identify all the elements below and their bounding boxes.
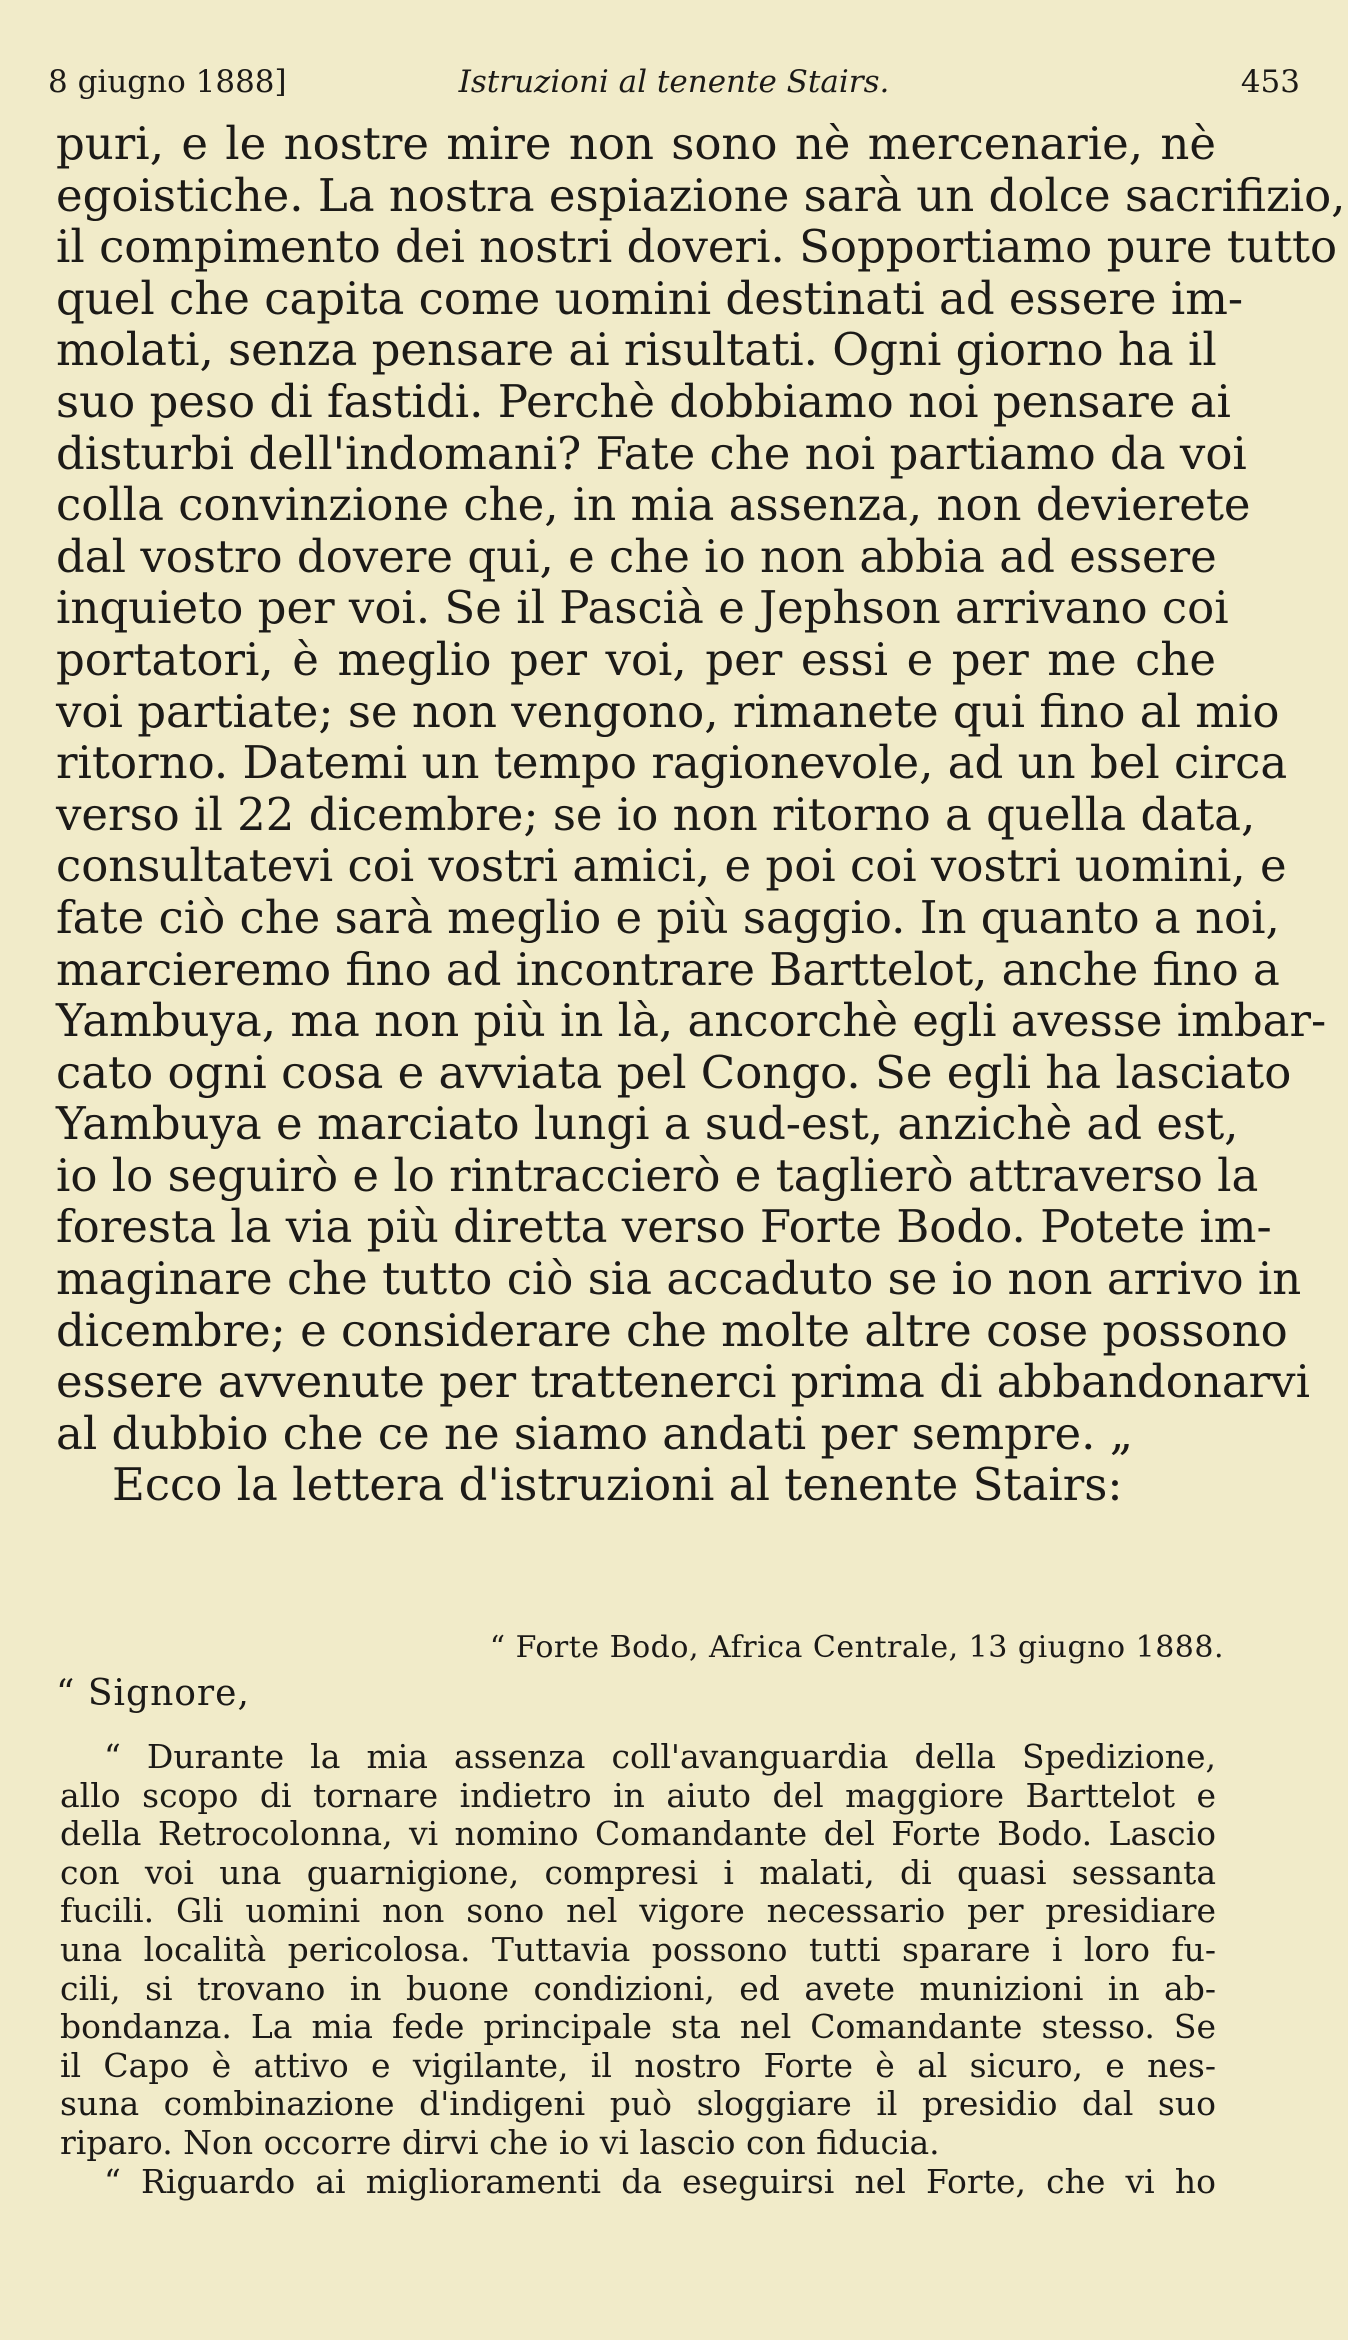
header-title: Istruzioni al tenente Stairs. bbox=[458, 64, 890, 100]
running-header bbox=[48, 58, 1300, 106]
letter-line: con voi una guarnigione, compresi i malati, di quasi sessanta bbox=[60, 1852, 1216, 1892]
text-line: inquieto per voi. Se il Pascià e Jephson arrivano coi bbox=[56, 581, 1229, 635]
letter-line: suna combinazione d'indigeni può sloggiare il presidio dal suo bbox=[60, 2084, 1216, 2124]
text-line: molati, senza pensare ai risultati. Ogni giorno ha il bbox=[56, 323, 1217, 377]
text-line: egoistiche. La nostra espiazione sarà un dolce sacrifizio, bbox=[56, 168, 1346, 222]
text-line: cato ogni cosa e avviata pel Congo. Se egli ha lasciato bbox=[56, 1045, 1292, 1099]
page-number: 453 bbox=[1240, 64, 1300, 100]
letter-line: bondanza. La mia fede principale sta nel Comandante stesso. Se bbox=[60, 2007, 1216, 2047]
letter-line: cili, si trovano in buone condizioni, ed avete munizioni in ab- bbox=[60, 1968, 1216, 2008]
text-line: fate ciò che sarà meglio e più saggio. In quanto a noi, bbox=[56, 890, 1280, 944]
letter-line: fucili. Gli uomini non sono nel vigore necessario per presidiare bbox=[60, 1891, 1216, 1931]
text-line: il compimento dei nostri doveri. Sopportiamo pure tutto bbox=[56, 220, 1338, 274]
text-line: suo peso di fastidi. Perchè dobbiamo noi pensare ai bbox=[56, 374, 1231, 428]
text-line: voi partiate; se non vengono, rimanete qui fino al mio bbox=[56, 684, 1280, 738]
letter-dateline: “ Forte Bodo, Africa Centrale, 13 giugno 1888. bbox=[489, 1630, 1224, 1665]
text-line: disturbi dell'indomani? Fate che noi partiamo da voi bbox=[56, 426, 1247, 480]
text-line: dicembre; e considerare che molte altre cose possono bbox=[56, 1303, 1288, 1357]
text-line: portatori, è meglio per voi, per essi e per me che bbox=[56, 632, 1216, 686]
text-line: foresta la via più diretta verso Forte Bodo. Potete im- bbox=[56, 1200, 1272, 1254]
letter-salutation: “ Signore, bbox=[56, 1673, 250, 1714]
text-line: io lo seguirò e lo rintraccierò e taglierò attraverso la bbox=[56, 1148, 1259, 1202]
main-text bbox=[56, 117, 1346, 1512]
text-line: Yambuya e marciato lungi a sud-est, anzichè ad est, bbox=[56, 1097, 1239, 1151]
text-line: consultatevi coi vostri amici, e poi coi vostri uomini, e bbox=[56, 839, 1287, 893]
letter-line: “ Riguardo ai miglioramenti da eseguirsi nel Forte, che vi ho bbox=[104, 2161, 1216, 2201]
letter-text bbox=[60, 1738, 1216, 2201]
letter-line: il Capo è attivo e vigilante, il nostro Forte è al sicuro, e nes- bbox=[60, 2045, 1216, 2085]
letter-line: riparo. Non occorre dirvi che io vi lascio con fiducia. bbox=[60, 2122, 940, 2162]
text-line: essere avvenute per trattenerci prima di abbandonarvi bbox=[56, 1355, 1310, 1409]
text-line: marcieremo fino ad incontrare Barttelot, anche fino a bbox=[56, 942, 1280, 996]
text-line: Ecco la lettera d'istruzioni al tenente Stairs: bbox=[112, 1458, 1123, 1512]
text-line: colla convinzione che, in mia assenza, non devierete bbox=[56, 478, 1251, 532]
letter-line: allo scopo di tornare indietro in aiuto del maggiore Barttelot e bbox=[60, 1775, 1216, 1815]
text-line: puri, e le nostre mire non sono nè mercenarie, nè bbox=[56, 117, 1216, 170]
letter-line: “ Durante la mia assenza coll'avanguardia della Spedizione, bbox=[104, 1737, 1216, 1776]
text-line: al dubbio che ce ne siamo andati per sempre. „ bbox=[56, 1406, 1134, 1460]
header-date: 8 giugno 1888] bbox=[48, 64, 287, 100]
text-line: Yambuya, ma non più in là, ancorchè egli avesse imbar- bbox=[56, 994, 1327, 1048]
text-line: verso il 22 dicembre; se io non ritorno a quella data, bbox=[56, 787, 1256, 841]
text-line: dal vostro dovere qui, e che io non abbia ad essere bbox=[56, 529, 1217, 583]
text-line: ritorno. Datemi un tempo ragionevole, ad un bel circa bbox=[56, 736, 1288, 790]
text-line: maginare che tutto ciò sia accaduto se io non arrivo in bbox=[56, 1252, 1302, 1306]
letter-line: una località pericolosa. Tuttavia possono tutti sparare i loro fu- bbox=[60, 1929, 1216, 1969]
letter-line: della Retrocolonna, vi nomino Comandante del Forte Bodo. Lascio bbox=[60, 1814, 1216, 1854]
text-line: quel che capita come uomini destinati ad essere im- bbox=[56, 271, 1244, 325]
